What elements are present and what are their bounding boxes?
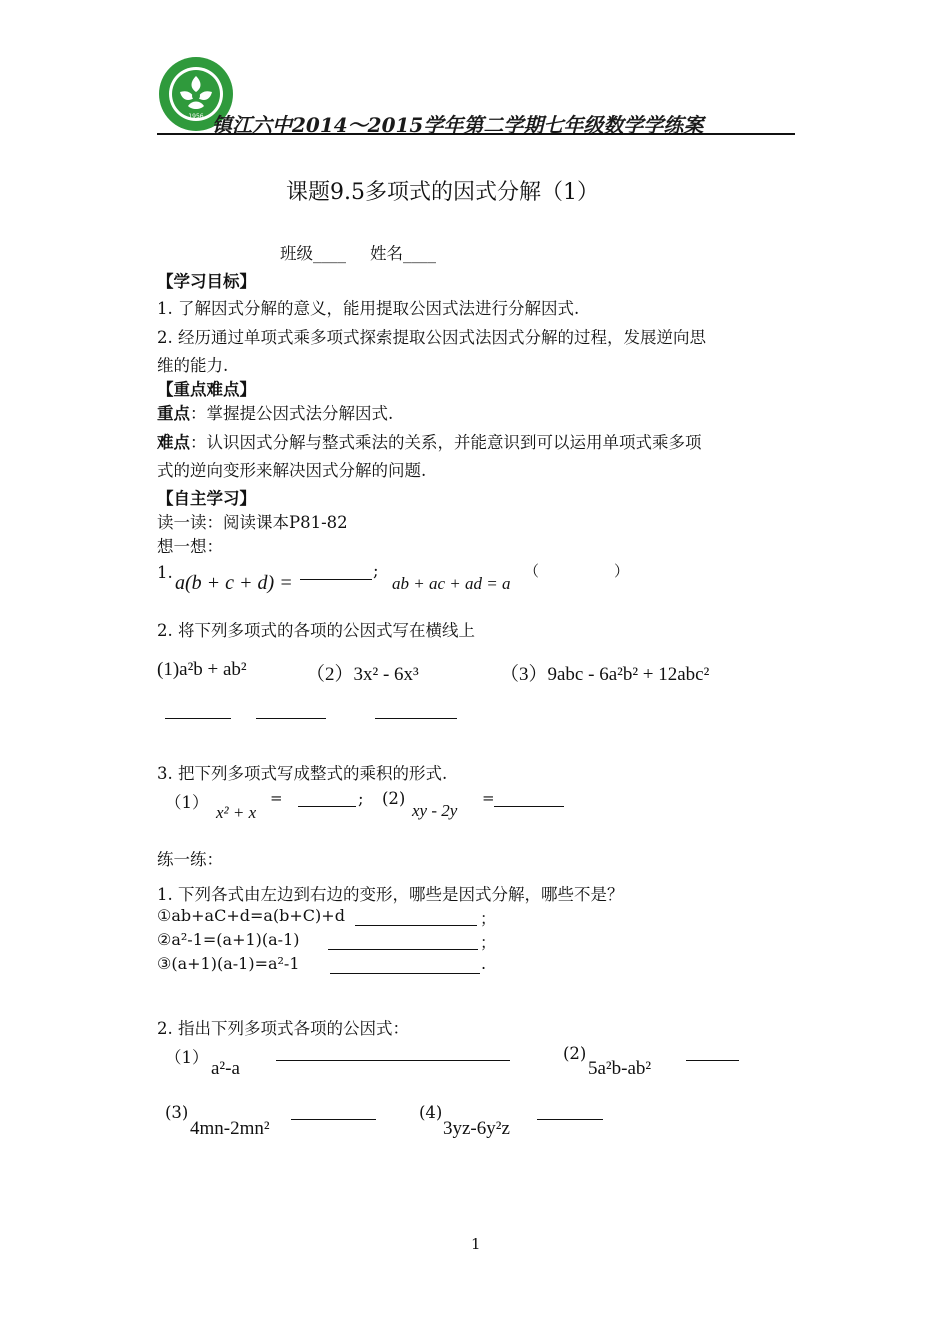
practice-q1-a-end: ； xyxy=(480,909,497,928)
class-label: 班级____ xyxy=(280,244,346,263)
think-q3-eq: = xyxy=(270,789,283,807)
practice-q1-c: ③(a+1)(a-1)=a²-1 xyxy=(157,954,300,973)
goal-2a: 2. 经历通过单项式乘多项式探索提取公因式法因式分解的过程，发展逆向思 xyxy=(157,328,706,347)
header-school-title: 镇江六中2014～2015学年第二学期七年级数学学练案 xyxy=(212,113,704,137)
think-q2-blank-1[interactable] xyxy=(165,718,231,719)
think-q3-item1-expr: x² + x xyxy=(216,803,257,822)
think-q1-paren-close: ） xyxy=(614,562,630,580)
think-q2-text: 2. 将下列多项式的各项的公因式写在横线上 xyxy=(157,621,475,640)
think-q3-blank-2[interactable] xyxy=(494,806,564,807)
page-number: 1 xyxy=(471,1235,481,1253)
header-rule xyxy=(157,133,795,135)
practice-q2-3-blank[interactable] xyxy=(291,1119,376,1120)
hard-text-a: ：认识因式分解与整式乘法的关系，并能意识到可以运用单项式乘多项 xyxy=(190,433,702,452)
svg-text:1956: 1956 xyxy=(188,113,204,120)
practice-q2-1-label: （1） xyxy=(165,1048,209,1067)
key-heading: 【重点难点】 xyxy=(157,380,256,399)
think-q3-item1-label: （1） xyxy=(165,793,209,812)
key-text: ：掌握提公因式法分解因式. xyxy=(190,404,394,423)
think-line: 想一想： xyxy=(157,537,223,556)
think-q1-blank[interactable] xyxy=(300,579,372,580)
self-heading: 【自主学习】 xyxy=(157,489,256,508)
think-q1-right: ab + ac + ad = a xyxy=(392,574,511,593)
goals-heading: 【学习目标】 xyxy=(157,272,256,291)
practice-q1-a: ①ab+aC+d=a(b+C)+d xyxy=(157,906,345,925)
hard-point xyxy=(157,429,702,453)
practice-q2-4-expr: 3yz-6y²z xyxy=(443,1118,510,1139)
hard-text-b: 式的逆向变形来解决因式分解的问题. xyxy=(157,461,427,480)
practice-q2-4-label: (4) xyxy=(419,1103,443,1122)
think-q3-eq2: = xyxy=(482,789,495,807)
think-q2-item3: （3）9abc - 6a²b² + 12abc² xyxy=(500,664,710,685)
think-q2-blank-2[interactable] xyxy=(256,718,326,719)
practice-q1-b-blank[interactable] xyxy=(328,949,478,950)
practice-q2-4-blank[interactable] xyxy=(537,1119,603,1120)
practice-q1-text: 1. 下列各式由左边到右边的变形，哪些是因式分解，哪些不是？ xyxy=(157,885,624,904)
key-point xyxy=(157,400,393,424)
practice-q1-b: ②a²-1=(a+1)(a-1) xyxy=(157,930,300,949)
name-label: 姓名____ xyxy=(370,244,436,263)
page-title: 课题9.5多项式的因式分解（1） xyxy=(286,180,599,205)
practice-q2-2-label: (2) xyxy=(563,1044,587,1063)
practice-q2-2-expr: 5a²b-ab² xyxy=(588,1058,652,1079)
key-label: 重点 xyxy=(157,404,190,423)
read-line: 读一读：阅读课本P81-82 xyxy=(157,513,348,532)
think-q3-blank-1[interactable] xyxy=(298,806,356,807)
practice-q2-1-expr: a²-a xyxy=(211,1058,240,1079)
practice-q1-b-end: ； xyxy=(480,933,497,952)
hard-label: 难点 xyxy=(157,433,190,452)
goal-2b: 维的能力. xyxy=(157,356,229,375)
practice-q2-text: 2. 指出下列多项式各项的公因式： xyxy=(157,1019,409,1038)
think-q2-item1: (1)a²b + ab² xyxy=(157,659,247,680)
practice-q2-3-expr: 4mn-2mn² xyxy=(190,1118,270,1139)
think-q3-item2-expr: xy - 2y xyxy=(412,801,458,820)
practice-q1-c-end: . xyxy=(481,954,487,973)
think-q3-item2-label: (2) xyxy=(382,789,406,808)
think-q1-semicolon: ; xyxy=(373,561,379,580)
practice-q1-c-blank[interactable] xyxy=(330,973,480,974)
practice-q2-3-label: (3) xyxy=(165,1103,189,1122)
think-q2-item2: （2）3x² - 6x³ xyxy=(306,664,419,685)
practice-q1-a-blank[interactable] xyxy=(355,925,477,926)
think-q2-blank-3[interactable] xyxy=(375,718,457,719)
think-q3-semicolon: ; xyxy=(358,789,364,808)
practice-q2-2-blank[interactable] xyxy=(686,1060,739,1061)
think-q1-left: a(b + c + d) = xyxy=(175,572,293,594)
practice-q2-1-blank[interactable] xyxy=(276,1060,510,1061)
think-q1-paren-open: （ xyxy=(524,562,540,580)
think-q1-num: 1. xyxy=(157,563,173,582)
goal-1: 1. 了解因式分解的意义，能用提取公因式法进行分解因式. xyxy=(157,299,580,318)
practice-heading: 练一练： xyxy=(157,850,223,869)
think-q3-text: 3. 把下列多项式写成整式的乘积的形式. xyxy=(157,764,448,783)
